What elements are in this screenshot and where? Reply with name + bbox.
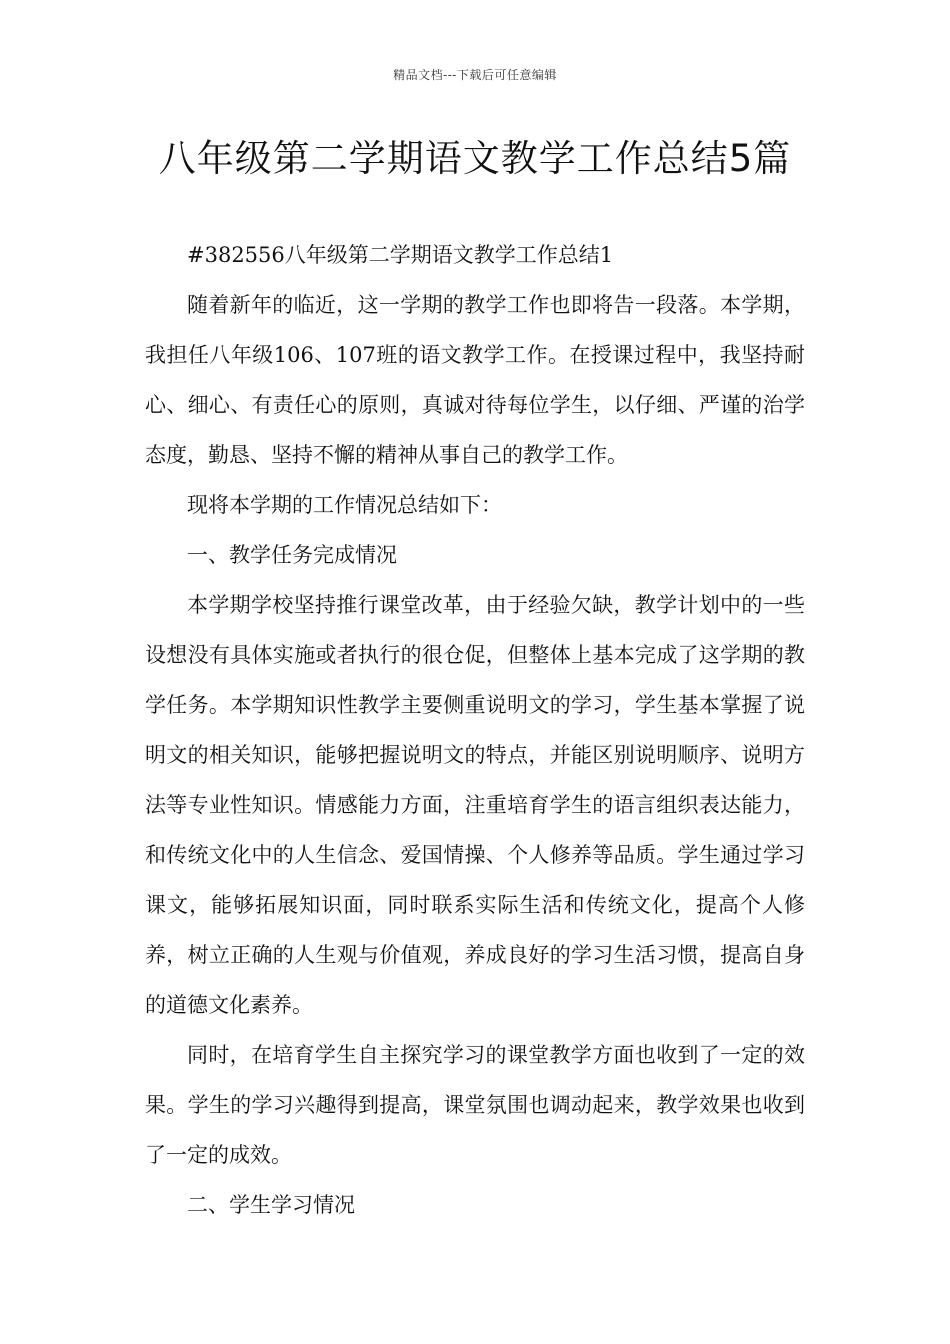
paragraph-teaching-tasks: 本学期学校坚持推行课堂改革，由于经验欠缺，教学计划中的一些设想没有具体实施或者执行的很仓促，但整体上基本完成了这学期的教学任务。本学期知识性教学主要侧重说明文的学习，学生基本掌握了说明文的相关知识，能够把握说明文的特点，并能区别说明顺序、说明方法等专业性知识。情感能力方面，注重培育学生的语言组织表达能力，和传统文化中的人生信念、爱国情操、个人修养等品质。学生通过学习课文，能够拓展知识面，同时联系实际生活和传统文化，提高个人修养，树立正确的人生观与价值观，养成良好的学习生活习惯，提高自身的道德文化素养。 [145, 593, 805, 1017]
document-title: 八年级第二学期语文教学工作总结5篇 [158, 137, 792, 180]
section-heading-teaching-tasks: 一、教学任务完成情况 [187, 543, 397, 567]
paragraph-summary-lead: 现将本学期的工作情况总结如下： [187, 493, 502, 517]
section-heading-student-learning: 二、学生学习情况 [187, 1193, 355, 1217]
header-note: 精品文档---下载后可任意编辑 [393, 68, 557, 82]
section-heading-summary-1: #382556八年级第二学期语文教学工作总结1 [187, 243, 614, 267]
paragraph-intro: 随着新年的临近，这一学期的教学工作也即将告一段落。本学期，我担任八年级106、107班的语文教学工作。在授课过程中，我坚持耐心、细心、有责任心的原则，真诚对待每位学生，以仔细、严谨的治学态度，勤恳、坚持不懈的精神从事自己的教学工作。 [145, 293, 805, 467]
paragraph-inquiry-learning: 同时，在培育学生自主探究学习的课堂教学方面也收到了一定的效果。学生的学习兴趣得到提高，课堂氛围也调动起来，教学效果也收到了一定的成效。 [145, 1043, 805, 1167]
document-body [145, 230, 805, 1230]
